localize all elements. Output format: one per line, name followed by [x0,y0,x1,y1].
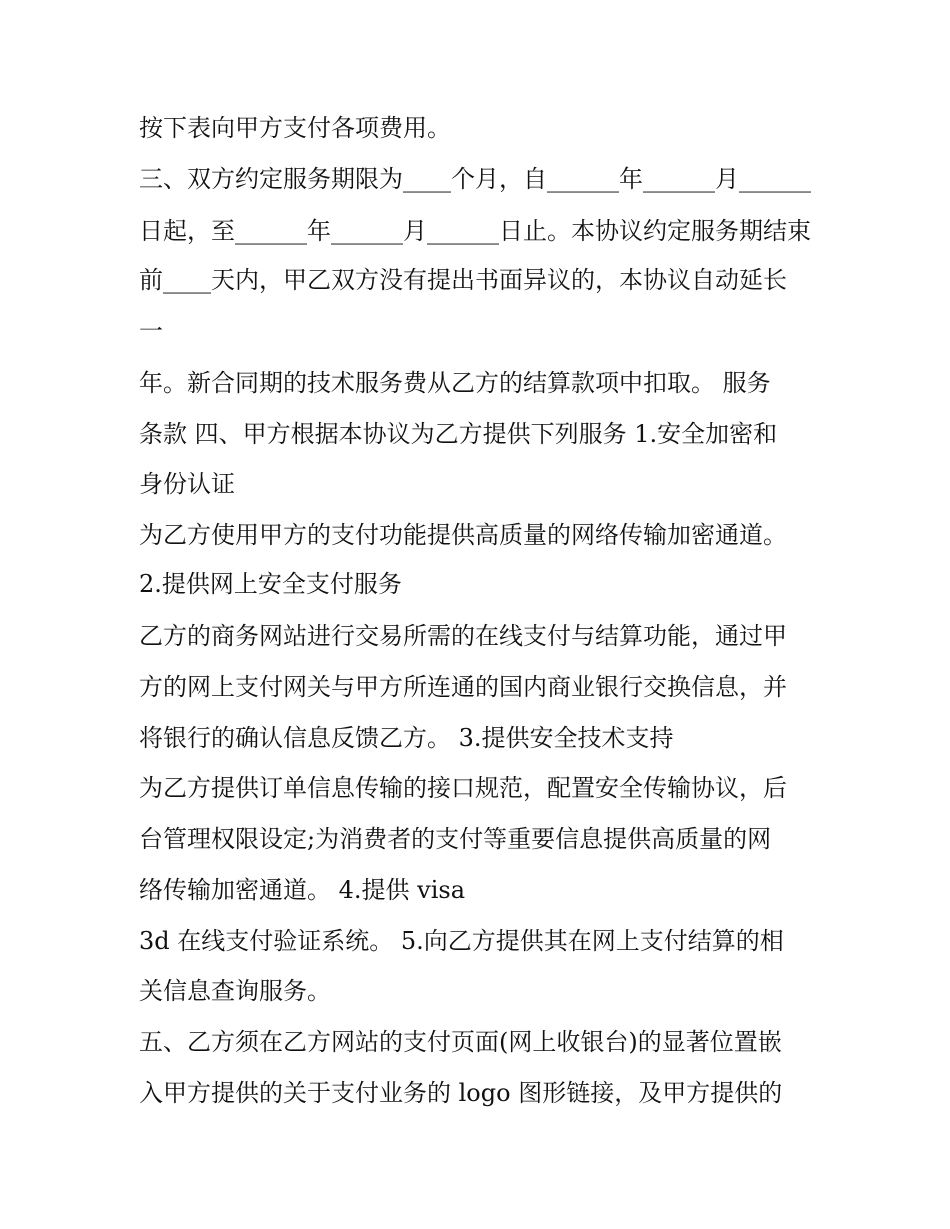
text-line: 乙方的商务网站进行交易所需的在线支付与结算功能，通过甲 [139,622,787,650]
text-line: 2.提供网上安全支付服务 [139,570,402,598]
text-line: 台管理权限设定;为消费者的支付等重要信息提供高质量的网 [139,825,772,853]
text-line: 入甲方提供的关于支付业务的 logo 图形链接，及甲方提供的 [139,1079,783,1107]
text-line: 前____天内，甲乙双方没有提出书面异议的，本协议自动延长 [139,266,787,294]
text-line: 将银行的确认信息反馈乙方。 3.提供安全技术支持 [139,724,674,752]
text-line: 日起，至______年______月______日止。本协议约定服务期结束 [139,217,811,245]
text-line: 五、乙方须在乙方网站的支付页面(网上收银台)的显著位置嵌 [139,1028,782,1056]
text-line: 方的网上支付网关与甲方所连通的国内商业银行交换信息，并 [139,673,787,701]
text-line: 关信息查询服务。 [139,977,331,1005]
text-line: 按下表向甲方支付各项费用。 [139,114,451,142]
text-line: 身份认证 [139,470,235,498]
text-line: 年。新合同期的技术服务费从乙方的结算款项中扣取。 服务 [139,369,771,397]
text-line: 为乙方使用甲方的支付功能提供高质量的网络传输加密通道。 [139,521,787,549]
text-line: 条款 四、甲方根据本协议为乙方提供下列服务 1.安全加密和 [139,420,778,448]
text-line: 三、双方约定服务期限为____个月，自______年______月______ [139,165,811,193]
text-line: 为乙方提供订单信息传输的接口规范，配置安全传输协议，后 [139,774,787,802]
text-line: 一 [139,317,163,345]
text-line: 络传输加密通道。 4.提供 visa [139,876,466,904]
text-line: 3d 在线支付验证系统。 5.向乙方提供其在网上支付结算的相 [139,927,784,955]
